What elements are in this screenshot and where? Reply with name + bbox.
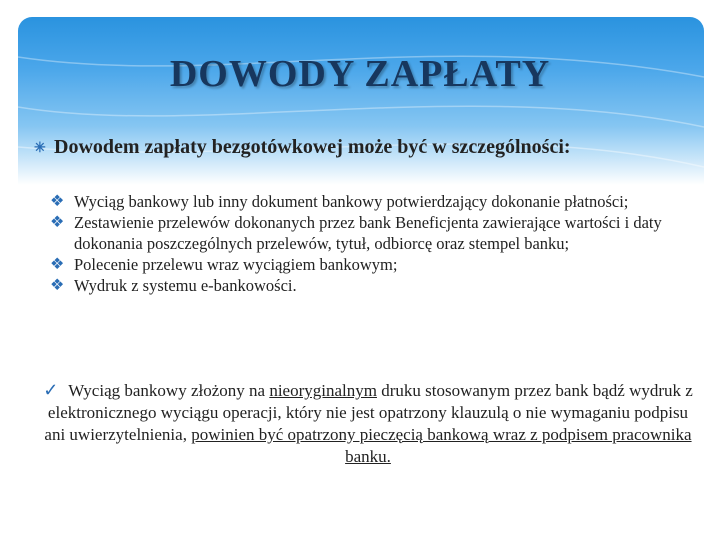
note-paragraph bbox=[38, 379, 698, 468]
diamond-bullet-icon: ❖ bbox=[50, 256, 65, 273]
slide-title: DOWODY ZAPŁATY bbox=[169, 53, 551, 95]
note-text-part1: Wyciąg bankowy złożony na bbox=[68, 381, 270, 400]
asterisk-bullet-icon: ✳ bbox=[34, 141, 46, 156]
note-underlined-requirement: powinien być opatrzony pieczęcią bankową wraz z podpisem pracownika banku. bbox=[191, 425, 692, 466]
list-item-text: Polecenie przelewu wraz wyciągiem bankowym; bbox=[74, 255, 398, 274]
checkmark-icon: ✓ bbox=[43, 380, 59, 400]
note-text-part3: druku stosowanym przez bank bądź wydruk z elektronicznego wyciągu operacji, który nie jest opatrzony klauzulą o nie wymaganiu podpisu ani uwierzytelnienia, bbox=[44, 381, 693, 444]
list-item bbox=[50, 275, 670, 296]
note-underlined-nieoryginalnym: nieoryginalnym bbox=[269, 381, 377, 400]
list-item-text: Wyciąg bankowy lub inny dokument bankowy potwierdzający dokonanie płatności; bbox=[74, 192, 629, 211]
diamond-bullet-icon: ❖ bbox=[50, 214, 65, 231]
list-item-text: Wydruk z systemu e-bankowości. bbox=[74, 276, 297, 295]
list-item bbox=[50, 254, 670, 275]
lead-bullet bbox=[34, 136, 694, 159]
diamond-bullet-icon: ❖ bbox=[50, 193, 65, 210]
sub-bullet-list bbox=[50, 191, 670, 296]
header-wave-decoration bbox=[18, 17, 704, 185]
list-item bbox=[50, 191, 670, 212]
list-item-text: Zestawienie przelewów dokonanych przez bank Beneficjenta zawierające wartości i daty dokonania poszczególnych przelewów, tytuł, odbiorcę oraz stempel banku; bbox=[74, 213, 662, 253]
header-band bbox=[18, 17, 704, 185]
diamond-bullet-icon: ❖ bbox=[50, 277, 65, 294]
lead-text: Dowodem zapłaty bezgotówkowej może być w szczególności: bbox=[54, 136, 571, 158]
list-item bbox=[50, 212, 670, 254]
